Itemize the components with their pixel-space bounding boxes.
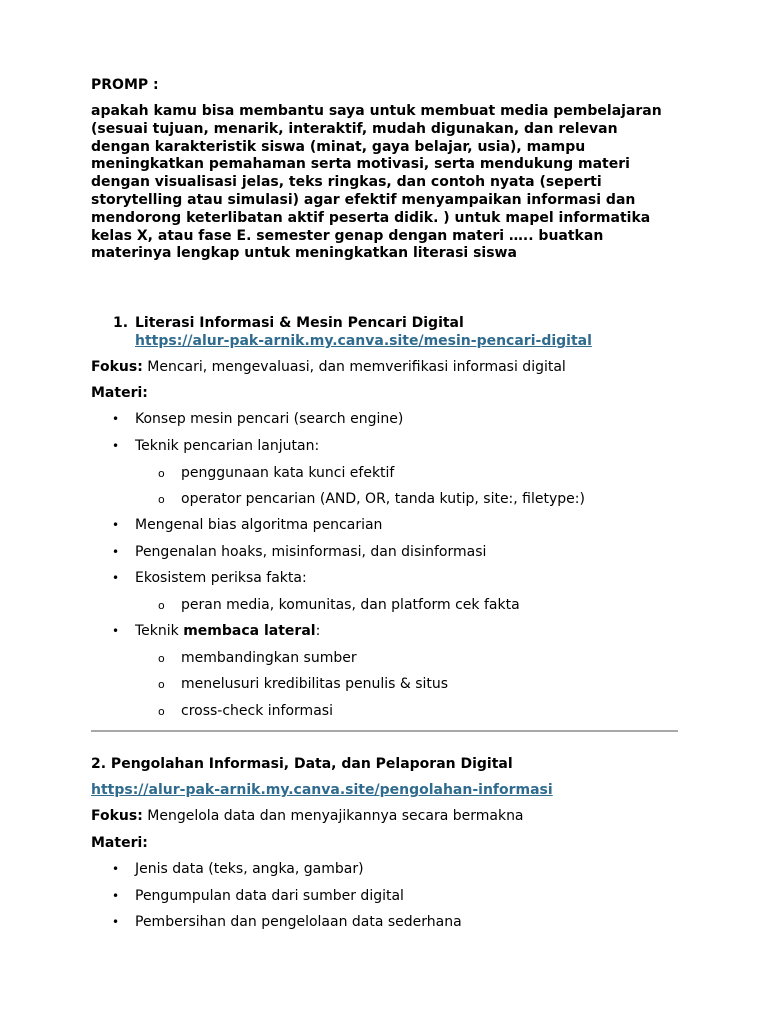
sub-list-item: o peran media, komunitas, dan platform cek fakta	[158, 597, 520, 613]
fokus-label: Fokus:	[91, 359, 143, 375]
bullet-icon: •	[112, 624, 120, 638]
sub-list-item: o cross-check informasi	[158, 703, 333, 719]
sub-bullet-icon: o	[158, 678, 165, 691]
section1-materi-label: Materi:	[91, 385, 148, 401]
section2-title: 2. Pengolahan Informasi, Data, dan Pelaporan Digital	[91, 756, 513, 772]
list-item: • Konsep mesin pencari (search engine)	[112, 411, 404, 427]
sub-bullet-icon: o	[158, 467, 165, 480]
horizontal-divider	[91, 730, 678, 732]
section2-link[interactable]: https://alur-pak-arnik.my.canva.site/pengolahan-informasi	[91, 782, 553, 798]
list-item: • Pengenalan hoaks, misinformasi, dan disinformasi	[112, 544, 487, 560]
section1-fokus	[91, 358, 566, 376]
list-item: • Jenis data (teks, angka, gambar)	[112, 861, 364, 877]
bullet-icon: •	[112, 889, 120, 903]
list-item: • Pembersihan dan pengelolaan data sederhana	[112, 914, 462, 930]
list-item: • Pengumpulan data dari sumber digital	[112, 888, 404, 904]
list-item: • Teknik membaca lateral:	[112, 623, 321, 639]
bullet-icon: •	[112, 412, 120, 426]
sub-list-item: o membandingkan sumber	[158, 650, 357, 666]
bullet-icon: •	[112, 439, 120, 453]
bullet-icon: •	[112, 571, 120, 585]
section1-link[interactable]: https://alur-pak-arnik.my.canva.site/mesin-pencari-digital	[135, 333, 592, 349]
fokus-label: Fokus:	[91, 808, 143, 824]
sub-list-item: o penggunaan kata kunci efektif	[158, 465, 395, 481]
list-item: • Teknik pencarian lanjutan:	[112, 438, 320, 454]
sub-bullet-icon: o	[158, 599, 165, 612]
list-item: • Mengenal bias algoritma pencarian	[112, 517, 383, 533]
sub-bullet-icon: o	[158, 493, 165, 506]
section1-title	[113, 314, 464, 332]
promp-body: apakah kamu bisa membantu saya untuk membuat media pembelajaran (sesuai tujuan, menarik, interaktif, mudah digunakan, dan relevan dengan karakteristik siswa (minat, gaya belajar, usia), mampu meningkatkan pemahaman serta motivasi, serta mendukung materi dengan visualisasi jelas, teks ringkas, dan contoh nyata (seperti storytelling atau simulasi) agar efektif menyampaikan informasi dan mendorong keterlibatan aktif peserta didik. ) untuk mapel informatika kelas X, atau fase E. semester genap dengan materi ….. buatkan materinya lengkap untuk meningkatkan literasi siswa	[91, 103, 662, 262]
bullet-icon: •	[112, 915, 120, 929]
section1-number: 1.	[113, 315, 129, 331]
list-item: • Ekosistem periksa fakta:	[112, 570, 307, 586]
sub-bullet-icon: o	[158, 705, 165, 718]
sub-list-item: o menelusuri kredibilitas penulis & situs	[158, 676, 449, 692]
section2-fokus	[91, 807, 524, 825]
section2-materi-label: Materi:	[91, 835, 148, 851]
promp-heading: PROMP :	[91, 77, 159, 93]
section1-title-text: Literasi Informasi & Mesin Pencari Digital	[135, 315, 464, 331]
sub-list-item: o operator pencarian (AND, OR, tanda kutip, site:, filetype:)	[158, 491, 585, 507]
fokus-text: Mencari, mengevaluasi, dan memverifikasi informasi digital	[142, 359, 566, 375]
bullet-icon: •	[112, 518, 120, 532]
bullet-icon: •	[112, 862, 120, 876]
fokus-text: Mengelola data dan menyajikannya secara bermakna	[142, 808, 524, 824]
bullet-icon: •	[112, 545, 120, 559]
sub-bullet-icon: o	[158, 652, 165, 665]
